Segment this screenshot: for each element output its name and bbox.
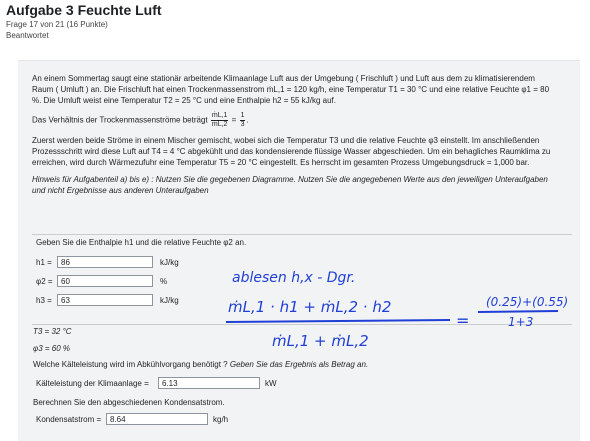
cooling-label: Kälteleistung der Klimaanlage =: [36, 379, 149, 388]
ratio-numerator: ṁL,1: [211, 112, 228, 119]
h3-input[interactable]: 63: [57, 294, 153, 306]
h1-unit: kJ/kg: [160, 258, 179, 267]
condensate-unit: kg/h: [213, 415, 229, 424]
h1-input[interactable]: 86: [57, 256, 153, 268]
intro-paragraph: An einem Sommertag saugt eine stationär arbeitende Klimaanlage Luft aus der Umgebung ( Frischluft ) und Luft aus dem zu klimatisierendem Raum ( Umluft ) an. Die Frischluft hat einen Trockenmassenstrom ṁL,1 = 120 kg/h, eine Temperatur T1 = 30 °C und eine relative Feuchte φ1 = 80 %. Die Umluft weist eine Temperatur T2 = 25 °C und eine Enthalpie h2 = 55 kJ/kg auf.: [32, 74, 550, 105]
given-phi3: φ3 = 60 %: [33, 344, 71, 353]
hint-paragraph: Hinweis für Aufgabenteil a) bis e) : Nutzen Sie die gegebenen Diagramme. Nutzen Sie die angegebenen Werte aus den jeweiligen Unteraufgaben und nicht Ergebnisse aus anderen Unteraufgaben: [32, 175, 548, 195]
handwriting-fraction-bar: [226, 320, 450, 322]
condensate-label: Kondensatstrom =: [36, 415, 102, 424]
handwriting-line-3: ṁL,1 + ṁL,2: [272, 332, 369, 350]
phi2-input[interactable]: 60: [57, 275, 153, 287]
cooling-input[interactable]: 6.13: [158, 377, 260, 389]
h3-label: h3 =: [36, 296, 52, 305]
ratio-value-denominator: 3: [240, 121, 245, 128]
question-status: Beantwortet: [6, 31, 49, 40]
part-b-prompt-note: Geben Sie das Ergebnis als Betrag an.: [229, 360, 369, 369]
handwriting-result-numerator: (0.25)+(0.55): [486, 295, 569, 309]
question-title: Aufgabe 3 Feuchte Luft: [6, 2, 162, 18]
cooling-unit: kW: [265, 379, 277, 388]
phi2-label: φ2 =: [36, 277, 53, 286]
h1-label: h1 =: [36, 258, 52, 267]
part-b-prompt-main: Welche Kälteleistung wird im Abkühlvorgang benötigt ?: [33, 360, 230, 369]
part-a-prompt: Geben Sie die Enthalpie h1 und die relative Feuchte φ2 an.: [36, 238, 247, 247]
ratio-value-numerator: 1: [240, 112, 245, 119]
handwriting-result-bar: [478, 311, 558, 312]
ratio-denominator: ṁL,2: [211, 121, 228, 128]
handwriting-equals: =: [456, 311, 470, 330]
process-paragraph: Zuerst werden beide Ströme in einem Mischer gemischt, wobei sich die Temperatur T3 und die relative Feuchte φ3 einstellt. Im anschließenden Prozessschritt wird diese Luft auf T4 = 4 °C abgekühlt und das kondensierende flüssige Wasser abgeschieden. Um ein behagliches Raumklima zu erreichen, wird durch Wärmezufuhr eine Temperatur T5 = 20 °C eingestellt. Es herrscht im gesamten Prozess Umgebungsdruck = 1,000 bar.: [32, 136, 551, 167]
given-t3: T3 = 32 °C: [33, 327, 72, 336]
handwriting-result-denominator: 1+3: [508, 315, 534, 329]
part-c-prompt: Berechnen Sie den abgeschiedenen Kondensatstrom.: [33, 398, 225, 407]
condensate-input[interactable]: 8.64: [106, 413, 208, 425]
question-number: Frage 17 von 21 (16 Punkte): [6, 20, 108, 29]
ratio-line: Das Verhältnis der Trockenmassenströme beträgt $\frac{\text{ṁL,1}}{\text{ṁL,2}}$ = $\frac{1}{3}$ .: [32, 112, 249, 128]
phi2-unit: %: [160, 277, 168, 286]
handwriting-line-2: ṁL,1 · h1 + ṁL,2 · h2: [228, 298, 392, 316]
h3-unit: kJ/kg: [160, 296, 179, 305]
handwriting-line-1: ablesen h,x - Dgr.: [232, 270, 356, 286]
equals-sign: =: [231, 115, 237, 125]
ratio-text: Das Verhältnis der Trockenmassenströme beträgt: [32, 115, 208, 125]
